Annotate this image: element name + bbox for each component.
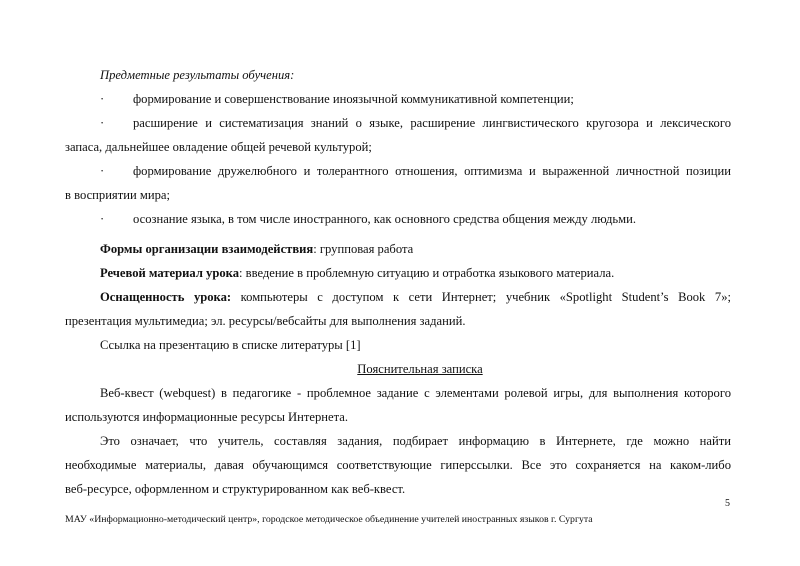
page-number: 5 <box>725 498 730 509</box>
bullet-item-3-line-2: в восприятии мира; <box>65 188 170 202</box>
forms-value: : групповая работа <box>313 242 414 256</box>
bullet-marker: · <box>100 212 105 226</box>
speech-material-value: : введение в проблемную ситуацию и отработка языкового материала. <box>239 266 615 280</box>
speech-material <box>100 265 614 281</box>
paragraph-2-line-1: Это означает, что учитель, составляя задания, подбирает информацию в Интернете, где можно найти <box>100 434 731 448</box>
paragraph-1-line-2: используются информационные ресурсы Интернета. <box>65 410 349 424</box>
page-footer: МАУ «Информационно-методический центр», городское методическое объединение учителей иностранных языков г. Сургута <box>65 514 593 525</box>
speech-material-label: Речевой материал урока <box>100 266 239 280</box>
bullet-item-1: формирование и совершенствование иноязычной коммуникативной компетенции; <box>133 92 574 106</box>
presentation-reference: Ссылка на презентацию в списке литературы [1] <box>100 338 361 352</box>
lesson-equipment-line-1 <box>100 289 731 305</box>
bullet-item-2-line-2: запаса, дальнейшее овладение общей речевой культурой; <box>65 140 372 154</box>
paragraph-2-line-3: веб-ресурсе, оформленном и структурированном как веб-квест. <box>65 482 406 496</box>
equipment-value: компьютеры с доступом к сети Интернет; учебник «Spotlight Student’s Book 7»; <box>231 290 731 304</box>
bullet-item-2-line-1: расширение и систематизация знаний о языке, расширение лингвистического кругозора и лексического <box>133 116 731 130</box>
subject-results-heading: Предметные результаты обучения: <box>100 68 295 82</box>
bullet-item-3-line-1: формирование дружелюбного и толерантного отношения, оптимизма и выраженной личностной позиции <box>133 164 731 178</box>
bullet-marker: · <box>100 164 105 178</box>
equipment-label: Оснащенность урока: <box>100 290 232 304</box>
explanatory-note-title: Пояснительная записка <box>357 362 483 376</box>
bullet-marker: · <box>100 92 105 106</box>
paragraph-2-line-2: необходимые материалы, давая обучающимся соответствующие гиперссылки. Все это сохраняется на каком-либо <box>65 458 731 472</box>
paragraph-1-line-1: Веб-квест (webquest) в педагогике - проблемное задание с элементами ролевой игры, для выполнения которого <box>100 386 731 400</box>
lesson-equipment-line-2: презентация мультимедиа; эл. ресурсы/вебсайты для выполнения заданий. <box>65 314 466 328</box>
bullet-item-4: осознание языка, в том числе иностранного, как основного средства общения между людьми. <box>133 212 637 226</box>
forms-of-interaction <box>100 241 413 257</box>
forms-label: Формы организации взаимодействия <box>100 242 314 256</box>
bullet-marker: · <box>100 116 105 130</box>
